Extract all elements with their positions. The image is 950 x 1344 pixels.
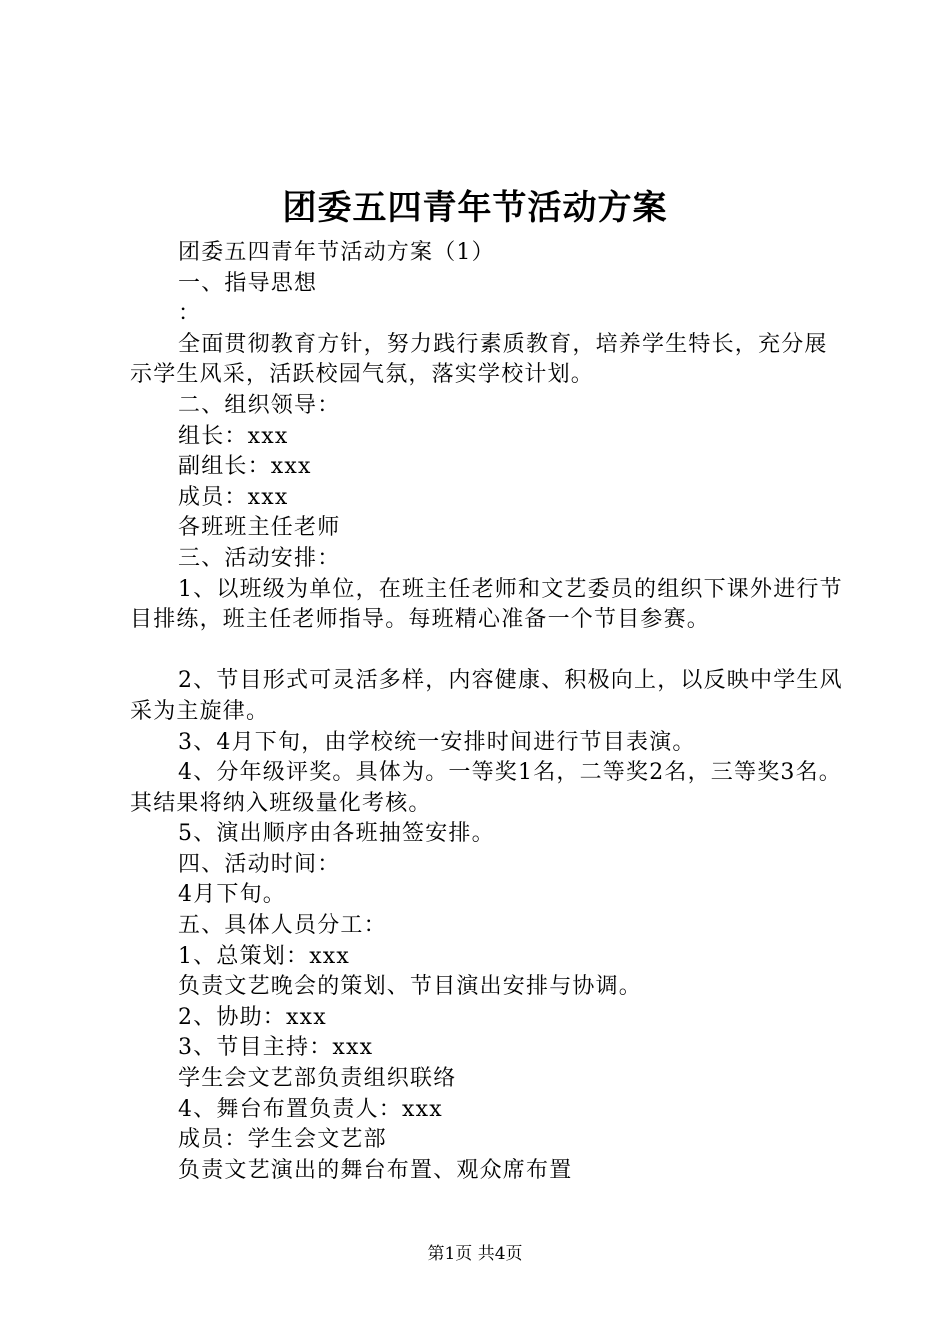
paragraph: 4、分年级评奖。具体为。一等奖1名，二等奖2名，三等奖3名。其结果将纳入班级量化考核。 (130, 760, 842, 816)
paragraph: 5、演出顺序由各班抽签安排。 (178, 821, 495, 847)
paragraph: 1、以班级为单位，在班主任老师和文艺委员的组织下课外进行节目排练，班主任老师指导。每班精心准备一个节目参赛。 (130, 576, 843, 633)
page-footer: 第1页 共4页 (427, 1244, 523, 1264)
paragraph: 全面贯彻教育方针，努力践行素质教育，培养学生特长，充分展示学生风采，活跃校园气氛，落实学校计划。 (130, 331, 828, 388)
paragraph: 2、节目形式可灵活多样，内容健康、积极向上，以反映中学生风采为主旋律。 (130, 668, 843, 724)
paragraph: 3、4月下旬，由学校统一安排时间进行节目表演。 (178, 729, 696, 755)
blank-line (130, 636, 850, 667)
section-heading: 一、指导思想 (178, 270, 318, 296)
paragraph: 4、舞台布置负责人：xxx (178, 1096, 443, 1122)
document-title: 团委五四青年节活动方案 (282, 188, 668, 228)
paragraph: 学生会文艺部负责组织联络 (178, 1066, 457, 1092)
paragraph: 4月下旬。 (178, 882, 286, 908)
section-heading: 五、具体人员分工： (178, 913, 387, 939)
paragraph: 组长：xxx (178, 423, 289, 449)
paragraph: 3、节目主持：xxx (178, 1035, 374, 1061)
paragraph: 负责文艺晚会的策划、节目演出安排与协调。 (178, 974, 643, 1000)
paragraph: ： (178, 301, 202, 327)
document-body (130, 238, 850, 1186)
section-heading: 二、组织领导： (178, 392, 341, 418)
paragraph: 1、总策划：xxx (178, 943, 351, 969)
section-heading: 四、活动时间： (178, 851, 341, 877)
paragraph: 2、协助：xxx (178, 1004, 327, 1030)
paragraph: 负责文艺演出的舞台布置、观众席布置 (178, 1157, 573, 1183)
paragraph: 成员：xxx (178, 484, 289, 510)
paragraph: 各班班主任老师 (178, 515, 341, 541)
section-heading: 三、活动安排： (178, 545, 341, 571)
paragraph: 副组长：xxx (178, 454, 312, 480)
paragraph: 成员：学生会文艺部 (178, 1127, 387, 1153)
paragraph: 团委五四青年节活动方案（1） (178, 240, 495, 265)
